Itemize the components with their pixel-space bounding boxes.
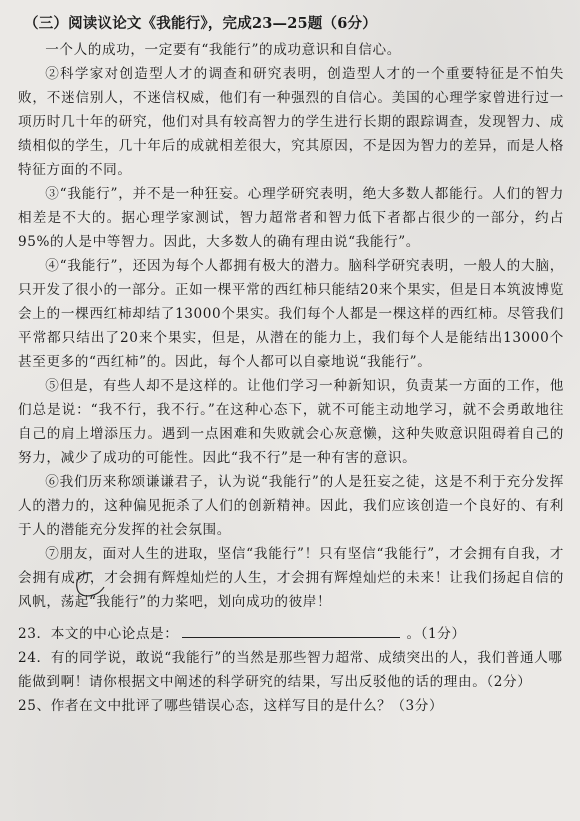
- answer-blank-23[interactable]: [182, 623, 400, 638]
- paragraph-6: ⑥我们历来称颂谦谦君子，认为说“我能行”的人是狂妄之徒，这是不利于充分发挥人的潜力的，这种偏见扼杀了人们的创新精神。因此，我们应该创造一个良好的、有利于人的潜能充分发挥的社会氛围。: [18, 474, 564, 538]
- question-23: [18, 622, 564, 646]
- paragraph-1: 一个人的成功，一定要有“我能行”的成功意识和自信心。: [45, 42, 401, 58]
- question-25: 25、作者在文中批评了哪些错误心态，这样写目的是什么？（3分）: [18, 698, 444, 714]
- paragraph-5: ⑤但是，有些人却不是这样的。让他们学习一种新知识，负责某一方面的工作，他们总是说：“我不行，我不行。”在这种心态下，就不可能主动地学习，就不会勇敢地往自己的肩上增添压力。遇到一点困难和失败就会心灰意懒，这种失败意识阻碍着自己的努力，减少了成功的可能性。因此“我不行”是一种有害的意识。: [18, 378, 564, 466]
- paragraph-7: ⑦朋友，面对人生的进取，坚信“我能行”！只有坚信“我能行”，才会拥有自我，才会拥有成功，才会拥有辉煌灿烂的人生，才会拥有辉煌灿烂的未来！让我们扬起自信的风帆，荡起“我能行”的力桨吧，划向成功的彼岸！: [18, 546, 564, 610]
- paragraph-4: ④“我能行”，还因为每个人都拥有极大的潜力。脑科学研究表明，一般人的大脑，只开发了很小的一部分。正如一棵平常的西红柿只能结20来个果实，但是日本筑波博览会上的一棵西红柿却结了13000个果实。我们每个人都是一棵这样的西红柿。尽管我们平常都只结出了20来个果实，但是，从潜在的能力上，我们每个人是能结出13000个甚至更多的“西红柿”的。因此，每个人都可以自豪地说“我能行”。: [18, 258, 564, 370]
- question-23-prompt: 23．本文的中心论点是：: [18, 626, 179, 642]
- question-23-points: 。（1分）: [406, 626, 466, 642]
- question-24: 24．有的同学说，敢说“我能行”的当然是那些智力超常、成绩突出的人，我们普通人哪能做到啊！请你根据文中阐述的科学研究的结果，写出反驳他的话的理由。（2分）: [18, 650, 563, 690]
- paragraph-3: ③“我能行”，并不是一种狂妄。心理学研究表明，绝大多数人都能行。人们的智力相差是不大的。据心理学家测试，智力超常者和智力低下者都占很少的一部分，约占95%的人是中等智力。因此，大多数人的确有理由说“我能行”。: [18, 186, 564, 250]
- section-title: （三）阅读议论文《我能行》，完成23—25题（6分）: [24, 15, 377, 32]
- paragraph-2: ②科学家对创造型人才的调查和研究表明，创造型人才的一个重要特征是不怕失败，不迷信别人，不迷信权威，他们有一种强烈的自信心。美国的心理学家曾进行过一项历时几十年的研究，他们对具有较高智力的学生进行长期的跟踪调查，发现智力、成绩相似的学生，几十年后的成就相差很大，究其原因，不是因为智力的差异，而是人格特征方面的不同。: [18, 66, 564, 178]
